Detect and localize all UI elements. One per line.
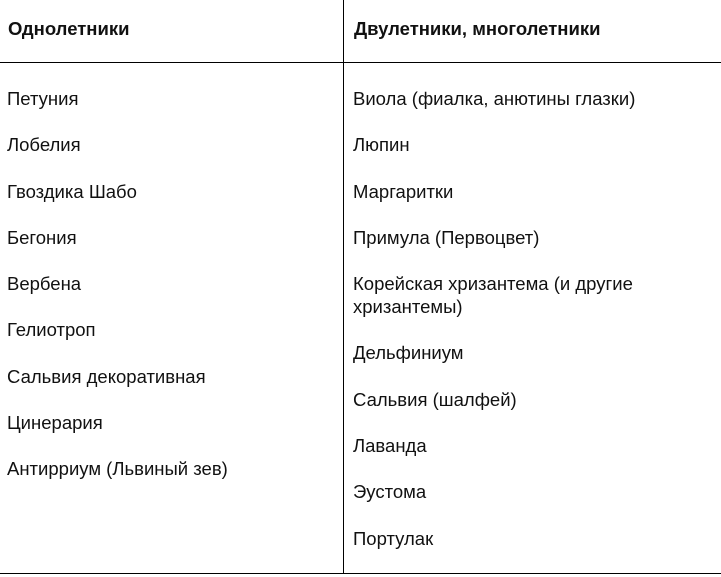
annual-item: Лобелия bbox=[7, 134, 81, 156]
annual-item: Бегония bbox=[7, 226, 77, 248]
annual-item: Антирриум (Львиный зев) bbox=[7, 458, 228, 480]
perennial-item: Люпин bbox=[353, 134, 410, 156]
perennial-item: Портулак bbox=[353, 527, 434, 549]
annual-item: Цинерария bbox=[7, 412, 103, 434]
perennial-item: Дельфиниум bbox=[353, 342, 464, 364]
perennial-item: Виола (фиалка, анютины глазки) bbox=[353, 88, 636, 109]
perennial-item: Маргаритки bbox=[353, 180, 454, 202]
bottom-border bbox=[0, 573, 721, 574]
header-divider bbox=[0, 62, 721, 63]
perennial-item: Эустома bbox=[353, 481, 427, 503]
perennial-item: Лаванда bbox=[353, 435, 427, 457]
header-annuals: Однолетники bbox=[8, 18, 130, 39]
perennial-item: Примула (Первоцвет) bbox=[353, 226, 540, 248]
header-perennials: Двулетники, многолетники bbox=[354, 18, 601, 39]
column-divider bbox=[343, 0, 344, 574]
annual-item: Сальвия декоративная bbox=[7, 365, 206, 387]
annuals-list bbox=[7, 87, 332, 504]
annual-item: Гелиотроп bbox=[7, 319, 96, 341]
perennial-item: Сальвия (шалфей) bbox=[353, 388, 517, 410]
annual-item: Петуния bbox=[7, 88, 79, 109]
perennial-item: Корейская хризантема (и другие хризантемы) bbox=[353, 273, 633, 318]
perennials-list bbox=[353, 87, 698, 573]
annual-item: Гвоздика Шабо bbox=[7, 180, 137, 202]
annual-item: Вербена bbox=[7, 273, 82, 295]
